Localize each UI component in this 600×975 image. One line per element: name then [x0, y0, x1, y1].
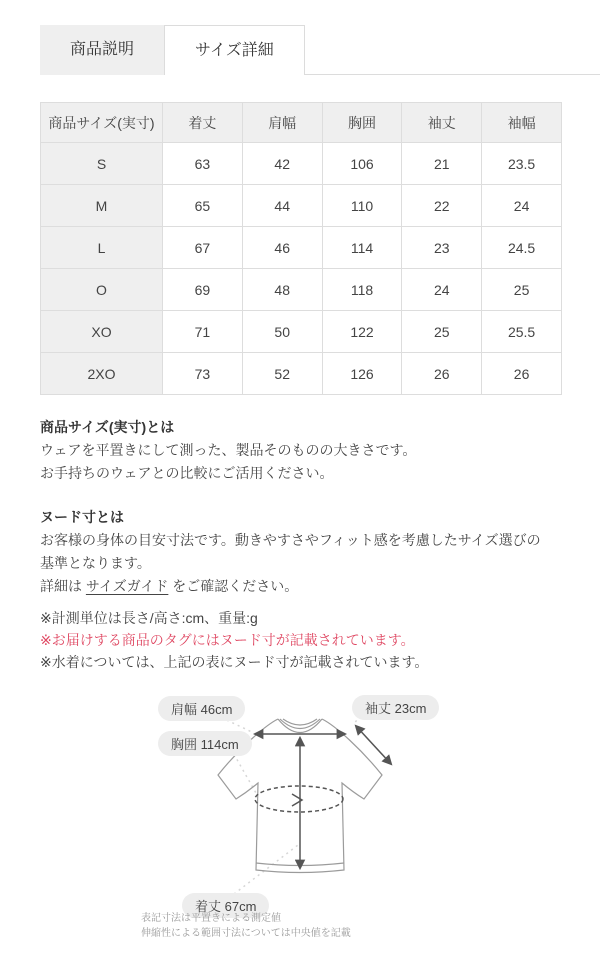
size-table: [40, 102, 562, 395]
cell: 48: [242, 269, 322, 311]
cell: 50: [242, 311, 322, 353]
table-row: [41, 185, 562, 227]
cell: 73: [163, 353, 243, 395]
col-header-chest: 胸囲: [322, 103, 402, 143]
size-table-header-row: [41, 103, 562, 143]
tshirt-measurement-diagram: [40, 687, 560, 957]
cell: 22: [402, 185, 482, 227]
cell: 118: [322, 269, 402, 311]
note-swimwear: ※水着については、上記の表にヌード寸が記載されています。: [40, 654, 429, 670]
size-guide-link[interactable]: サイズガイド: [85, 578, 169, 594]
col-header-sleeve-width: 袖幅: [482, 103, 562, 143]
tab-product-description[interactable]: 商品説明: [40, 25, 164, 75]
footnote-line: 伸縮性による範囲寸法については中央値を記載: [141, 928, 351, 939]
table-row: [41, 143, 562, 185]
cell: 122: [322, 311, 402, 353]
table-row: [41, 227, 562, 269]
cell: 69: [163, 269, 243, 311]
measurement-arrows: [255, 726, 391, 868]
cell: 52: [242, 353, 322, 395]
tab-bar: [0, 25, 600, 75]
cell: 26: [402, 353, 482, 395]
cell: 25: [482, 269, 562, 311]
link-prefix: 詳細は: [40, 578, 86, 594]
section-text-link-line: [40, 575, 545, 598]
cell: 26: [482, 353, 562, 395]
section-actual-size: [40, 416, 545, 485]
size-label: XO: [41, 311, 163, 353]
cell: 23.5: [482, 143, 562, 185]
notes-block: [40, 607, 545, 673]
section-heading: ヌード寸とは: [40, 509, 124, 525]
tab-size-details[interactable]: サイズ詳細: [164, 25, 305, 75]
section-text: ウェアを平置きにして測った、製品そのものの大きさです。: [40, 442, 417, 458]
cell: 46: [242, 227, 322, 269]
col-header-length: 着丈: [163, 103, 243, 143]
cell: 42: [242, 143, 322, 185]
section-nude-size: [40, 506, 545, 598]
size-label: S: [41, 143, 163, 185]
note-measure-unit: ※計測単位は長さ/高さ:cm、重量:g: [40, 610, 258, 626]
size-label: 2XO: [41, 353, 163, 395]
size-label: M: [41, 185, 163, 227]
tab-bar-underline: [305, 25, 600, 75]
col-header-shoulder: 肩幅: [242, 103, 322, 143]
col-header-sleeve-length: 袖丈: [402, 103, 482, 143]
cell: 63: [163, 143, 243, 185]
cell: 24: [402, 269, 482, 311]
cell: 71: [163, 311, 243, 353]
cell: 114: [322, 227, 402, 269]
cell: 25.5: [482, 311, 562, 353]
cell: 24.5: [482, 227, 562, 269]
section-heading: 商品サイズ(実寸)とは: [40, 419, 175, 435]
link-suffix: をご確認ください。: [168, 578, 299, 594]
table-row: [41, 353, 562, 395]
cell: 24: [482, 185, 562, 227]
note-tag-nude-size: ※お届けする商品のタグにはヌード寸が記載されています。: [40, 632, 415, 648]
sleeve-length-arrow: [356, 726, 391, 764]
chest-girth-label: 胸囲 114cm: [158, 731, 252, 756]
diagram-footnotes: [141, 911, 351, 941]
cell: 106: [322, 143, 402, 185]
cell: 67: [163, 227, 243, 269]
size-label: L: [41, 227, 163, 269]
section-text: お客様の身体の目安寸法です。動きやすさやフィット感を考慮したサイズ選びの基準となります。: [40, 532, 541, 571]
sleeve-length-label: 袖丈 23cm: [352, 695, 439, 720]
table-row: [41, 269, 562, 311]
cell: 126: [322, 353, 402, 395]
table-row: [41, 311, 562, 353]
cell: 21: [402, 143, 482, 185]
section-text: お手持ちのウェアとの比較にご活用ください。: [40, 465, 334, 481]
size-label: O: [41, 269, 163, 311]
shoulder-width-label: 肩幅 46cm: [158, 696, 245, 721]
cell: 23: [402, 227, 482, 269]
cell: 110: [322, 185, 402, 227]
body-length-label: 着丈 67cm: [182, 893, 269, 918]
cell: 25: [402, 311, 482, 353]
footnote-line: 表記寸法は平置きによる測定値: [141, 913, 281, 924]
cell: 65: [163, 185, 243, 227]
col-header-size: 商品サイズ(実寸): [41, 103, 163, 143]
cell: 44: [242, 185, 322, 227]
